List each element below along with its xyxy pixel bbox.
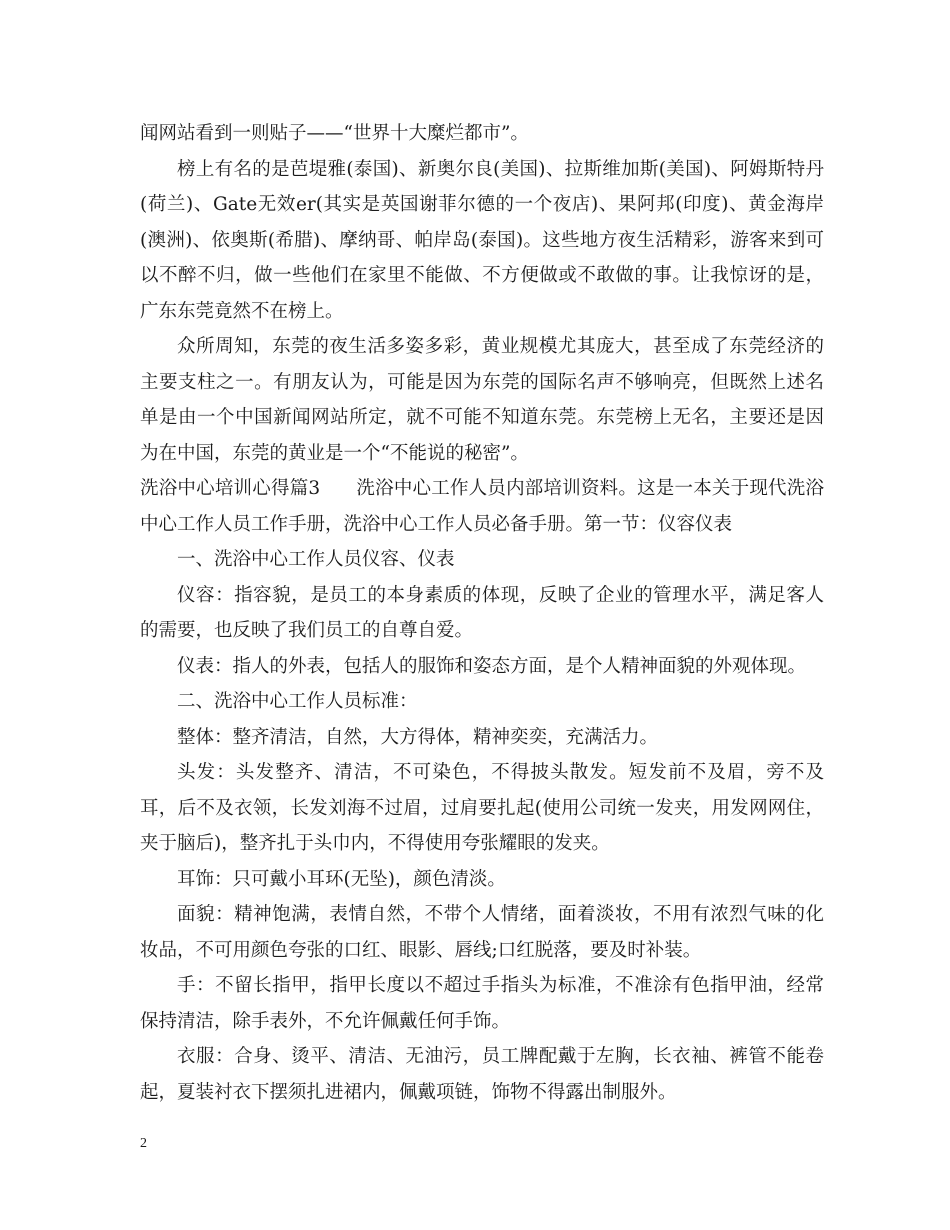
document-body xyxy=(140,116,824,1110)
paragraph-clothing: 衣服：合身、烫平、清洁、无油污，员工牌配戴于左胸，长衣袖、裤管不能卷起，夏装衬衣下摆须扎进裙内，佩戴项链，饰物不得露出制服外。 xyxy=(140,1046,824,1103)
page-number: 2 xyxy=(140,1136,147,1151)
section-title: 洗浴中心培训心得篇3 xyxy=(140,478,321,499)
paragraph-overall: 整体：整齐清洁，自然，大方得体，精神奕奕，充满活力。 xyxy=(177,726,659,748)
paragraph-hands: 手：不留长指甲，指甲长度以不超过手指头为标准，不准涂有色指甲油，经常保持清洁，除手表外，不允许佩戴任何手饰。 xyxy=(140,975,824,1032)
paragraph-dongguan: 众所周知，东莞的夜生活多姿多彩，黄业规模尤其庞大，甚至成了东莞经济的主要支柱之一。有朋友认为，可能是因为东莞的国际名声不够响亮，但既然上述名单是由一个中国新闻网站所定，就不可能不知道东莞。东莞榜上无名，主要还是因为在中国，东莞的黄业是一个“不能说的秘密”。 xyxy=(140,336,824,464)
paragraph-appearance: 仪容：指容貌，是员工的本身素质的体现，反映了企业的管理水平，满足客人的需要，也反映了我们员工的自尊自爱。 xyxy=(140,584,824,641)
paragraph-section-heading xyxy=(140,471,824,542)
paragraph-face: 面貌：精神饱满，表情自然，不带个人情绪，面着淡妆，不用有浓烈气味的化妆品，不可用颜色夸张的口红、眼影、唇线;口红脱落，要及时补装。 xyxy=(140,904,824,961)
paragraph-continuation: 闻网站看到一则贴子——“世界十大糜烂都市”。 xyxy=(140,123,529,144)
paragraph-subheading-1: 一、洗浴中心工作人员仪容、仪表 xyxy=(177,549,455,570)
paragraph-demeanor: 仪表：指人的外表，包括人的服饰和姿态方面，是个人精神面貌的外观体现。 xyxy=(177,655,807,677)
paragraph-hair: 头发：头发整齐、清洁，不可染色，不得披头散发。短发前不及眉，旁不及耳，后不及衣领，长发刘海不过眉，过肩要扎起(使用公司统一发夹，用发网网住，夹于脑后)，整齐扎于头巾内，不得使用夸张耀眼的发夹。 xyxy=(140,762,824,854)
paragraph-earrings: 耳饰：只可戴小耳环(无坠)，颜色清淡。 xyxy=(177,868,506,890)
paragraph-subheading-2: 二、洗浴中心工作人员标准： xyxy=(177,691,418,712)
paragraph-city-list: 榜上有名的是芭堤雅(泰国)、新奥尔良(美国)、拉斯维加斯(美国)、阿姆斯特丹(荷兰)、Gate无效er(其实是英国谢菲尔德的一个夜店)、果阿邦(印度)、黄金海岸(澳洲)、依奥斯(希腊)、摩纳哥、帕岸岛(泰国)。这些地方夜生活精彩，游客来到可以不醉不归，做一些他们在家里不能做、不方便做或不敢做的事。让我惊讶的是，广东东莞竟然不在榜上。 xyxy=(140,158,824,322)
section-intro: 洗浴中心工作人员内部培训资料。这是一本关于现代洗浴中心工作人员工作手册，洗浴中心工作人员必备手册。第一节：仪容仪表 xyxy=(140,478,824,535)
